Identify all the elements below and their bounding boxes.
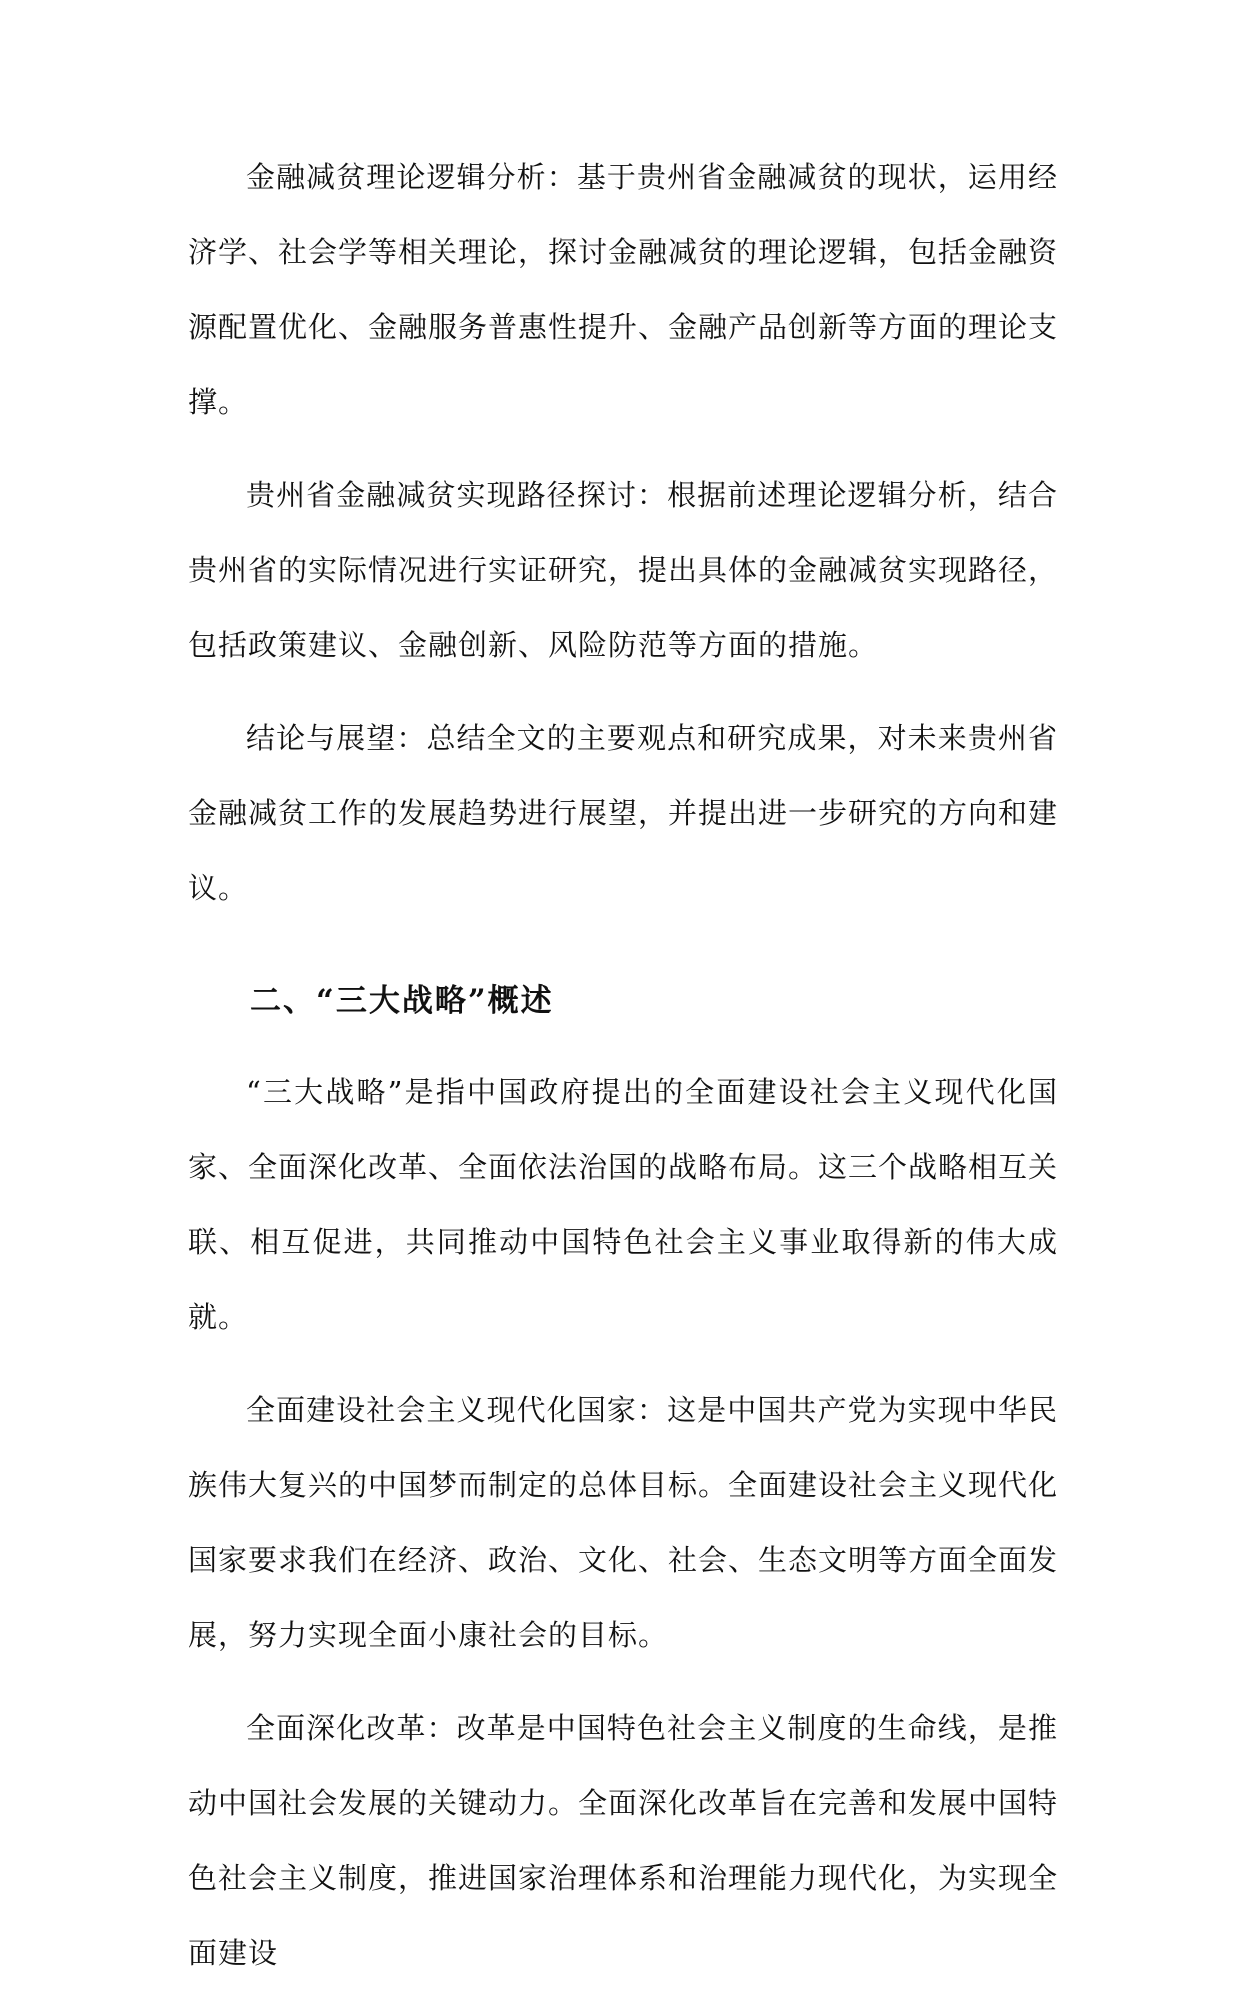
paragraph-implementation-path: 贵州省金融减贫实现路径探讨：根据前述理论逻辑分析，结合贵州省的实际情况进行实证研究，提出具体的金融减贫实现路径，包括政策建议、金融创新、风险防范等方面的措施。 — [188, 478, 1059, 662]
paragraph-deepening-reform: 全面深化改革：改革是中国特色社会主义制度的生命线，是推动中国社会发展的关键动力。全面深化改革旨在完善和发展中国特色社会主义制度，推进国家治理体系和治理能力现代化，为实现全面建设 — [188, 1711, 1059, 1970]
paragraph-modernization: 全面建设社会主义现代化国家：这是中国共产党为实现中华民族伟大复兴的中国梦而制定的总体目标。全面建设社会主义现代化国家要求我们在经济、政治、文化、社会、生态文明等方面全面发展，努力实现全面小康社会的目标。 — [188, 1393, 1059, 1652]
paragraph-conclusion: 结论与展望：总结全文的主要观点和研究成果，对未来贵州省金融减贫工作的发展趋势进行展望，并提出进一步研究的方向和建议。 — [188, 721, 1059, 905]
paragraph-theory-logic: 金融减贫理论逻辑分析：基于贵州省金融减贫的现状，运用经济学、社会学等相关理论，探讨金融减贫的理论逻辑，包括金融资源配置优化、金融服务普惠性提升、金融产品创新等方面的理论支撑。 — [188, 160, 1059, 419]
page-content — [188, 140, 1058, 2009]
section-heading: 二、“三大战略”概述 — [250, 983, 554, 1019]
paragraph-three-strategies-intro: “三大战略”是指中国政府提出的全面建设社会主义现代化国家、全面深化改革、全面依法治国的战略布局。这三个战略相互关联、相互促进，共同推动中国特色社会主义事业取得新的伟大成就。 — [188, 1075, 1059, 1334]
